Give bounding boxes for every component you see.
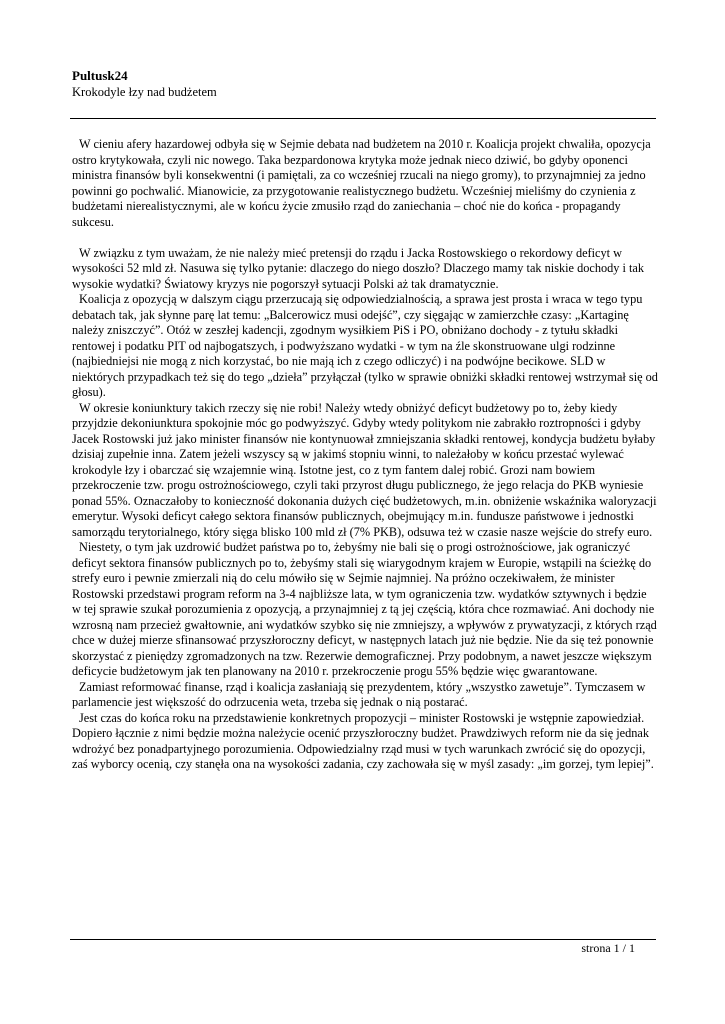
article-paragraph-5: Niestety, o tym jak uzdrowić budżet państwa po to, żebyśmy nie bali się o progi ostrożnościowe, jak ograniczyć deficyt sektora finansów publicznych po to, żebyśmy stali się wiarygodnym krajem w Europie, wstąpili na ścieżkę do strefy euro i pewnie zmierzali nią do celu mówiło się w Sejmie najmniej. Na próżno oczekiwałem, że minister Rostowski przedstawi program reform na 3-4 najbliższe lata, w tym ograniczenia tzw. wydatków sztywnych i będzie w tej sprawie szukał porozumienia z opozycją, a przynajmniej z tą jej częścią, która chce rozmawiać. Ani dochody nie wzrosną nam przecież gwałtownie, ani wydatków szybko się nie zmniejszy, a wpływów z prywatyzacji, z których rząd chce w dużej mierze sfinansować przyszłoroczny deficyt, w następnych latach już nie będzie. Nie da się też ponownie skorzystać z pieniędzy zgromadzonych na tzw. Rezerwie demograficznej. Przy podobnym, a nawet jeszcze większym deficycie budżetowym jak ten planowany na 2010 r. przekroczenie progu 55% będzie więc gwarantowane. <box>72 540 657 678</box>
document-header <box>72 68 656 100</box>
article-paragraph-4: W okresie koniunktury takich rzeczy się nie robi! Należy wtedy obniżyć deficyt budżetowy po to, żeby kiedy przyjdzie dekoniunktura spokojnie móc go podwyższyć. Gdyby wtedy politykom nie zabrakło roztropności i gdyby Jacek Rostowski już jako minister finansów nie kontynuował zmniejszania składki rentowej, kondycja budżetu byłaby dzisiaj zupełnie inna. Zatem jeżeli wszyscy są w jakimś stopniu winni, to należałoby w końcu przestać wylewać krokodyle łzy i obarczać się wzajemnie winą. Istotne jest, co z tym fantem dalej robić. Grozi nam bowiem przekroczenie tzw. progu ostrożnościowego, czyli taki przyrost długu publicznego, że jego relacja do PKB wyniesie ponad 55%. Oznaczałoby to konieczność dokonania dużych cięć budżetowych, m.in. obniżenie wskaźnika waloryzacji emerytur. Wysoki deficyt całego sektora finansów publicznych, obejmujący m.in. fundusze państwowe i jednostki samorządu terytorialnego, który sięga blisko 100 mld zł (7% PKB), odsuwa też w czasie nasze wejście do strefy euro. <box>72 400 657 539</box>
footer-divider <box>70 939 656 940</box>
article-paragraph-3: Koalicja z opozycją w dalszym ciągu przerzucają się odpowiedzialnością, a sprawa jest prosta i wraca w tego typu debatach tak, jak słynne parę lat temu: „Balcerowicz musi odejść”, czy sięgając w zamierzchłe czasy: „Kartaginę należy zniszczyć”. Otóż w zeszłej kadencji, zgodnym wysiłkiem PiS i PO, obniżano dochody - z tytułu składki rentowej i podatku PIT od najbogatszych, i podwyższano wydatki - w tym na źle skonstruowane ulgi rodzinne (najbiedniejsi nie mogą z nich korzystać, bo nie mają ich z czego odliczyć) i na podwójne becikowe. SLD w niektórych przypadkach też się do tego „dzieła” przyłączał (tylko w sprawie obniżki składki rentowej wstrzymał się od głosu). <box>72 292 658 399</box>
article-title: Krokodyle łzy nad budżetem <box>72 85 217 99</box>
article-paragraph-6: Zamiast reformować finanse, rząd i koalicja zasłaniają się prezydentem, który „wszystko zawetuje”. Tymczasem w parlamencie jest większość do odrzucenia weta, trzeba się jednak o nią postarać. <box>72 679 646 709</box>
article-paragraph-1: W cieniu afery hazardowej odbyła się w Sejmie debata nad budżetem na 2010 r. Koalicja projekt chwaliła, opozycja ostro krytykowała, czyli nic nowego. Taka bezpardonowa krytyka może jednak nieco dziwić, bo gdyby oponenci ministra finansów byli konsekwentni (i pamiętali, za co wcześniej rzucali na niego gromy), to przynajmniej za jedno powinni go pochwalić. Mianowicie, za przygotowanie realistycznego budżetu. Wcześniej mieliśmy do czynienia z budżetami nierealistycznymi, ale w końcu życie zmusiło rząd do zaniechania – choć nie do końca - propagandy sukcesu. <box>72 137 651 229</box>
header-divider <box>70 118 656 119</box>
article-paragraph-7: Jest czas do końca roku na przedstawienie konkretnych propozycji – minister Rostowski je wstępnie zapowiedział. Dopiero łącznie z nimi będzie można należycie ocenić przyszłoroczny budżet. Prawdziwych reform nie da się jednak wdrożyć bez ponadpartyjnego porozumienia. Odpowiedzialny rząd musi w tych warunkach zwrócić się do opozycji, zaś wyborcy ocenią, czy stanęła ona na wysokości zadania, czy zachowała się w myśl zasady: „im gorzej, tym lepiej”. <box>72 710 654 771</box>
article-paragraph-2: W związku z tym uważam, że nie należy mieć pretensji do rządu i Jacka Rostowskiego o rekordowy deficyt w wysokości 52 mld zł. Nasuwa się tylko pytanie: dlaczego do niego doszło? Dlaczego mamy tak niskie dochody i tak wysokie wydatki? Światowy kryzys nie pogorszył sytuacji Polski aż tak dramatycznie. <box>72 245 645 291</box>
site-title: Pultusk24 <box>72 68 128 83</box>
page-number: strona 1 / 1 <box>581 941 635 955</box>
article-body <box>72 137 658 773</box>
